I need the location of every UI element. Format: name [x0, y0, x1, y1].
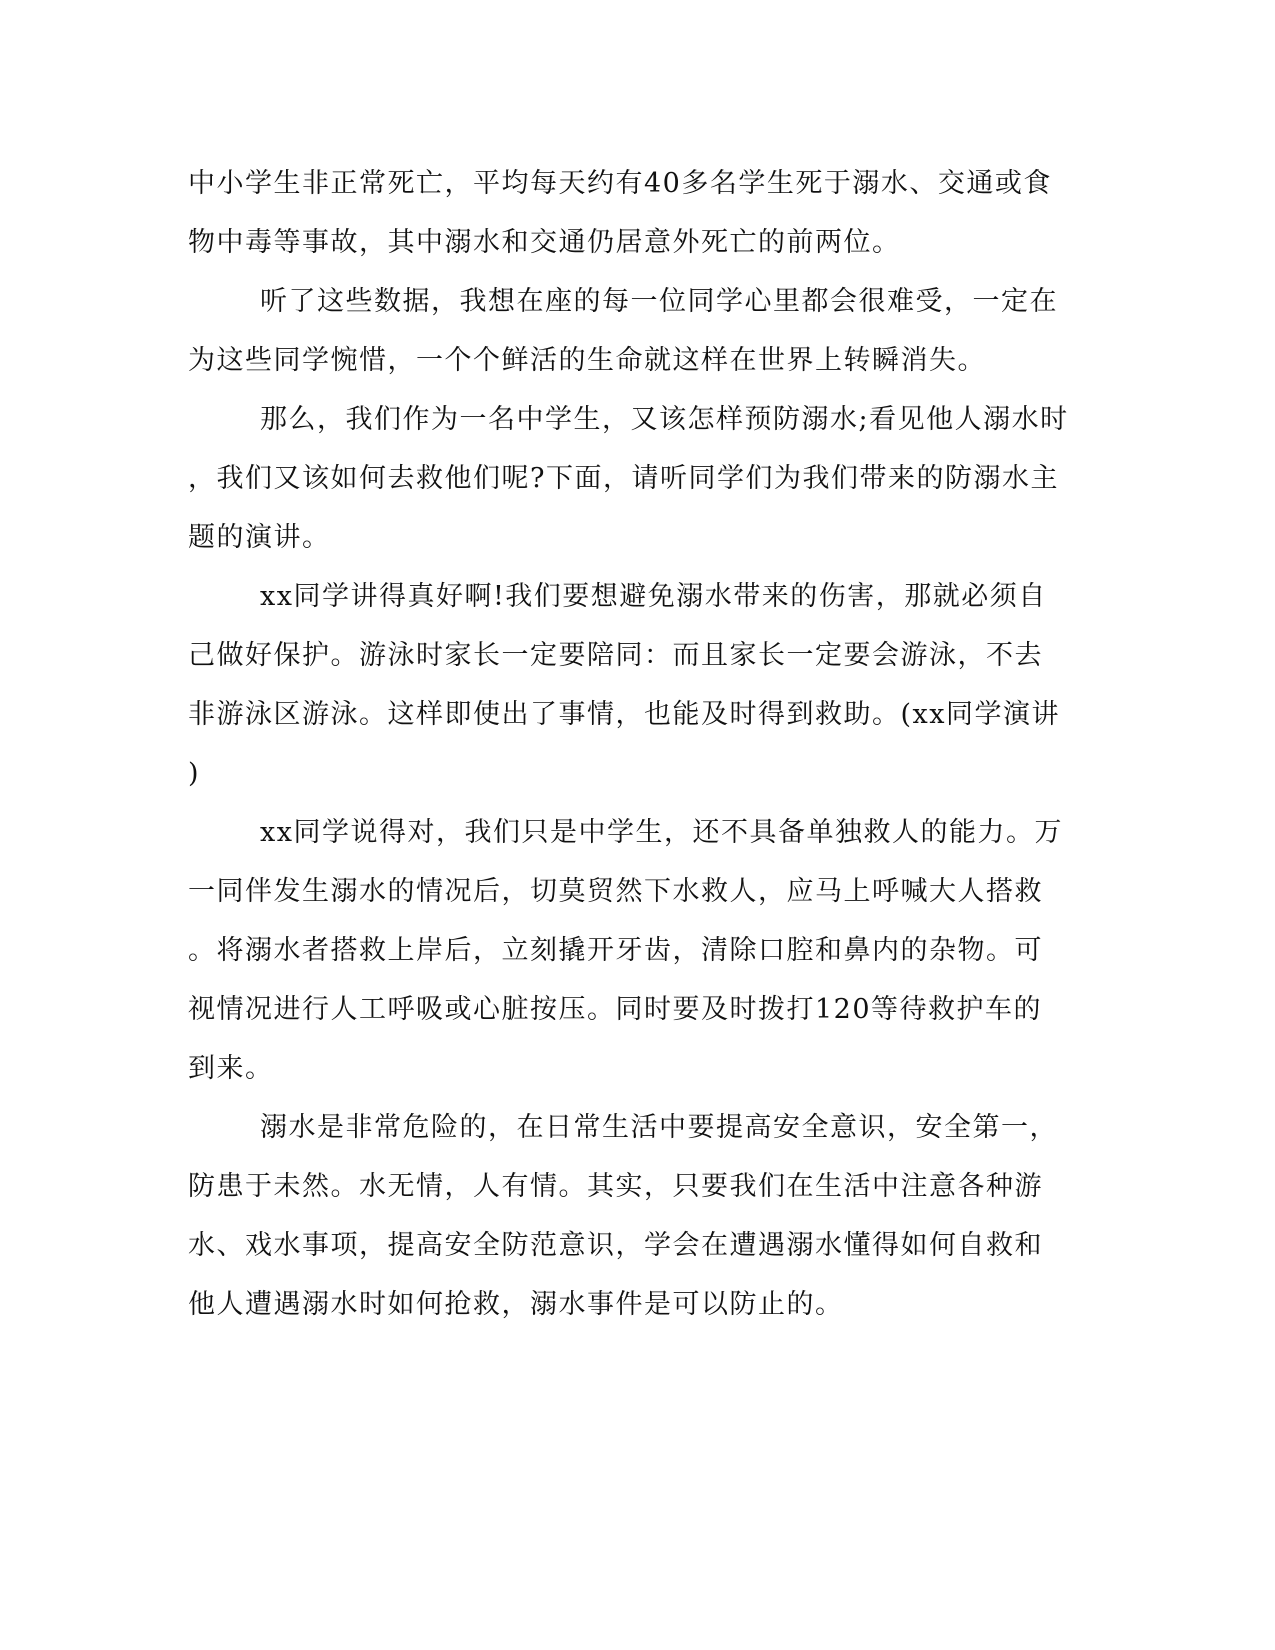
document-text-line: 。将溺水者搭救上岸后，立刻撬开牙齿，清除口腔和鼻内的杂物。可 — [188, 935, 1043, 966]
document-text-line: 一同伴发生溺水的情况后，切莫贸然下水救人，应马上呼喊大人搭救 — [188, 876, 1043, 907]
document-text-line: 中小学生非正常死亡，平均每天约有40多名学生死于溺水、交通或食 — [188, 168, 1052, 199]
document-text-line: 防患于未然。水无情，人有情。其实，只要我们在生活中注意各种游 — [188, 1171, 1043, 1202]
document-text-line: 那么，我们作为一名中学生，又该怎样预防溺水;看见他人溺水时 — [260, 404, 1069, 435]
document-text-line: 他人遭遇溺水时如何抢救，溺水事件是可以防止的。 — [188, 1289, 844, 1320]
document-text-line: 水、戏水事项，提高安全防范意识，学会在遭遇溺水懂得如何自救和 — [188, 1230, 1043, 1261]
document-text-line: 到来。 — [188, 1053, 274, 1084]
document-text-line: 非游泳区游泳。这样即使出了事情，也能及时得到救助。(xx同学演讲 — [188, 699, 1060, 730]
document-body — [188, 154, 1088, 1334]
document-text-line: xx同学说得对，我们只是中学生，还不具备单独救人的能力。万 — [260, 817, 1063, 848]
document-text-line: 为这些同学惋惜，一个个鲜活的生命就这样在世界上转瞬消失。 — [188, 345, 986, 376]
document-text-line: 溺水是非常危险的，在日常生活中要提高安全意识，安全第一， — [260, 1112, 1058, 1143]
document-text-line: 题的演讲。 — [188, 522, 331, 553]
document-text-line: 己做好保护。游泳时家长一定要陪同：而且家长一定要会游泳，不去 — [188, 640, 1043, 671]
document-text-line: xx同学讲得真好啊!我们要想避免溺水带来的伤害，那就必须自 — [260, 581, 1047, 612]
document-text-line: ) — [188, 758, 201, 789]
document-text-line: 听了这些数据，我想在座的每一位同学心里都会很难受，一定在 — [260, 286, 1058, 317]
document-text-line: 物中毒等事故，其中溺水和交通仍居意外死亡的前两位。 — [188, 227, 901, 258]
document-text-line: ，我们又该如何去救他们呢?下面，请听同学们为我们带来的防溺水主 — [188, 463, 1059, 494]
document-text-line: 视情况进行人工呼吸或心脏按压。同时要及时拨打120等待救护车的 — [188, 994, 1043, 1025]
